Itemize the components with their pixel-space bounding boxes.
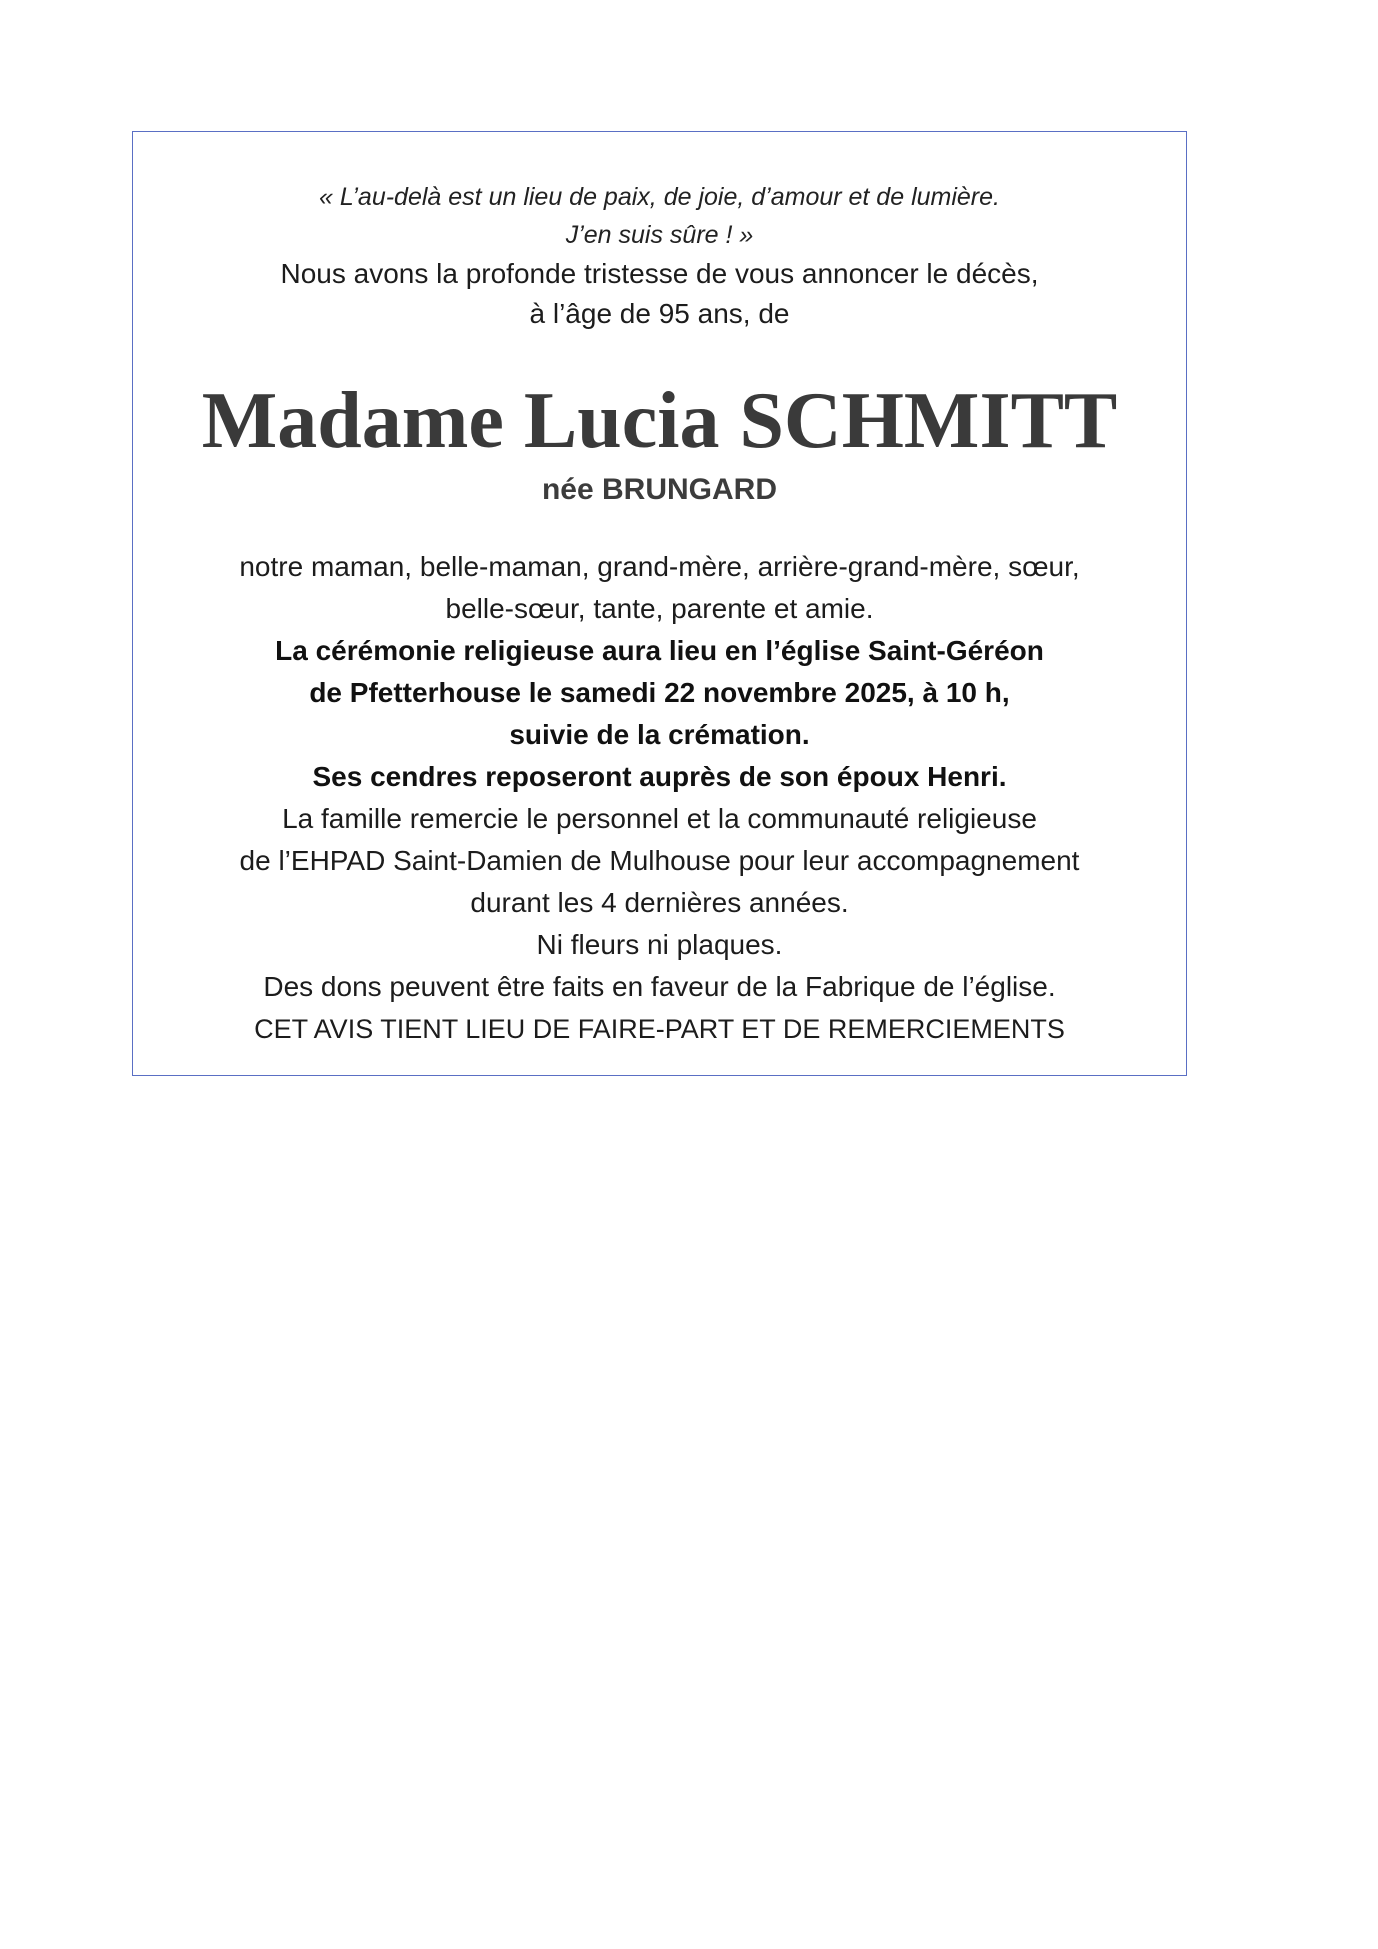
thanks-line: de l’EHPAD Saint-Damien de Mulhouse pour leur accompagnement: [239, 845, 1080, 876]
thanks-line: durant les 4 dernières années.: [470, 887, 849, 918]
family-line: notre maman, belle-maman, grand-mère, arrière-grand-mère, sœur,: [239, 551, 1080, 582]
quote-line: J’en suis sûre ! »: [565, 221, 754, 249]
ceremony-details: [133, 630, 1186, 798]
family-relations: [133, 546, 1186, 630]
intro-line: Nous avons la profonde tristesse de vous annoncer le décès,: [280, 258, 1039, 289]
quote-line: « L’au-delà est un lieu de paix, de joie, d’amour et de lumière.: [319, 183, 1000, 211]
thanks-line: Des dons peuvent être faits en faveur de la Fabrique de l’église.: [263, 971, 1056, 1002]
thanks-line: La famille remercie le personnel et la communauté religieuse: [282, 803, 1037, 834]
maiden-name: née BRUNGARD: [541, 473, 778, 506]
deceased-name: Madame Lucia SCHMITT: [201, 377, 1118, 465]
epigraph-quote: [133, 178, 1186, 254]
thanks-line: Ni fleurs ni plaques.: [536, 929, 783, 960]
closing-statement: CET AVIS TIENT LIEU DE FAIRE-PART ET DE REMERCIEMENTS: [254, 1014, 1065, 1044]
ceremony-line: La cérémonie religieuse aura lieu en l’église Saint-Géréon: [275, 635, 1044, 666]
intro-line: à l’âge de 95 ans, de: [529, 298, 790, 329]
ceremony-line: de Pfetterhouse le samedi 22 novembre 2025, à 10 h,: [309, 677, 1010, 708]
acknowledgements: [133, 798, 1186, 1008]
ceremony-line: suivie de la crémation.: [509, 719, 810, 750]
family-line: belle-sœur, tante, parente et amie.: [445, 593, 874, 624]
announcement-intro: [133, 254, 1186, 334]
obituary-notice: [132, 131, 1187, 1076]
ceremony-line: Ses cendres reposeront auprès de son époux Henri.: [312, 761, 1007, 792]
